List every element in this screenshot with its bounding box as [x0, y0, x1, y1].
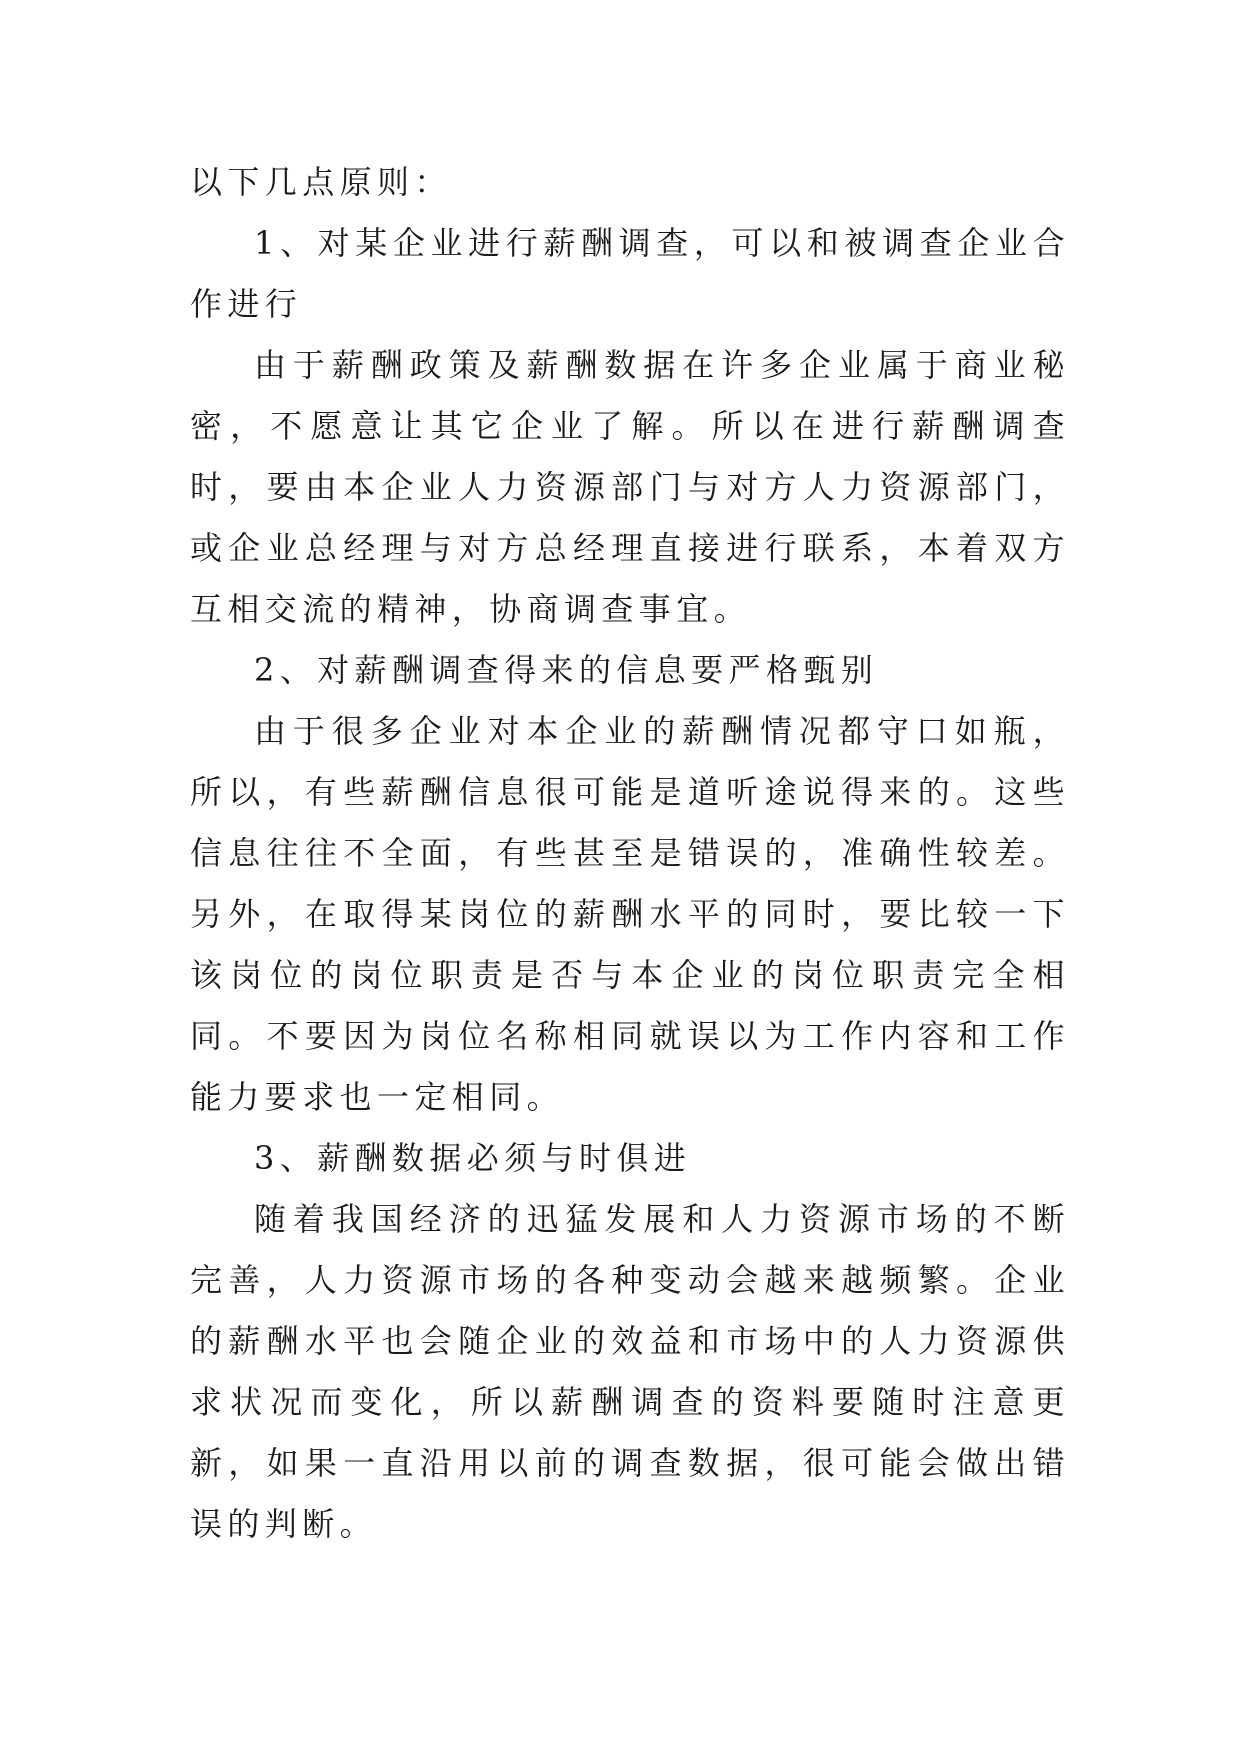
principle-3-body: 随着我国经济的迅猛发展和人力资源市场的不断完善，人力资源市场的各种变动会越来越频繁。企业的薪酬水平也会随企业的效益和市场中的人力资源供求状况而变化，所以薪酬调查的资料要随时注意更新，如果一直沿用以前的调查数据，很可能会做出错误的判断。	[190, 1200, 1070, 1543]
principle-3-heading: 3、薪酬数据必须与时俱进	[254, 1139, 692, 1177]
intro-line: 以下几点原则：	[190, 163, 452, 201]
principle-1-heading: 1、对某企业进行薪酬调查，可以和被调查企业合作进行	[190, 224, 1070, 323]
principle-2-body: 由于很多企业对本企业的薪酬情况都守口如瓶，所以，有些薪酬信息很可能是道听途说得来的。这些信息往往不全面，有些甚至是错误的，准确性较差。另外，在取得某岗位的薪酬水平的同时，要比较一下该岗位的岗位职责是否与本企业的岗位职责完全相同。不要因为岗位名称相同就误以为工作内容和工作能力要求也一定相同。	[190, 712, 1070, 1116]
principle-2-heading: 2、对薪酬调查得来的信息要严格甄别	[254, 651, 879, 689]
document-page	[190, 152, 1070, 1555]
principle-1-body: 由于薪酬政策及薪酬数据在许多企业属于商业秘密，不愿意让其它企业了解。所以在进行薪酬调查时，要由本企业人力资源部门与对方人力资源部门，或企业总经理与对方总经理直接进行联系，本着双方互相交流的精神，协商调查事宜。	[190, 346, 1070, 628]
